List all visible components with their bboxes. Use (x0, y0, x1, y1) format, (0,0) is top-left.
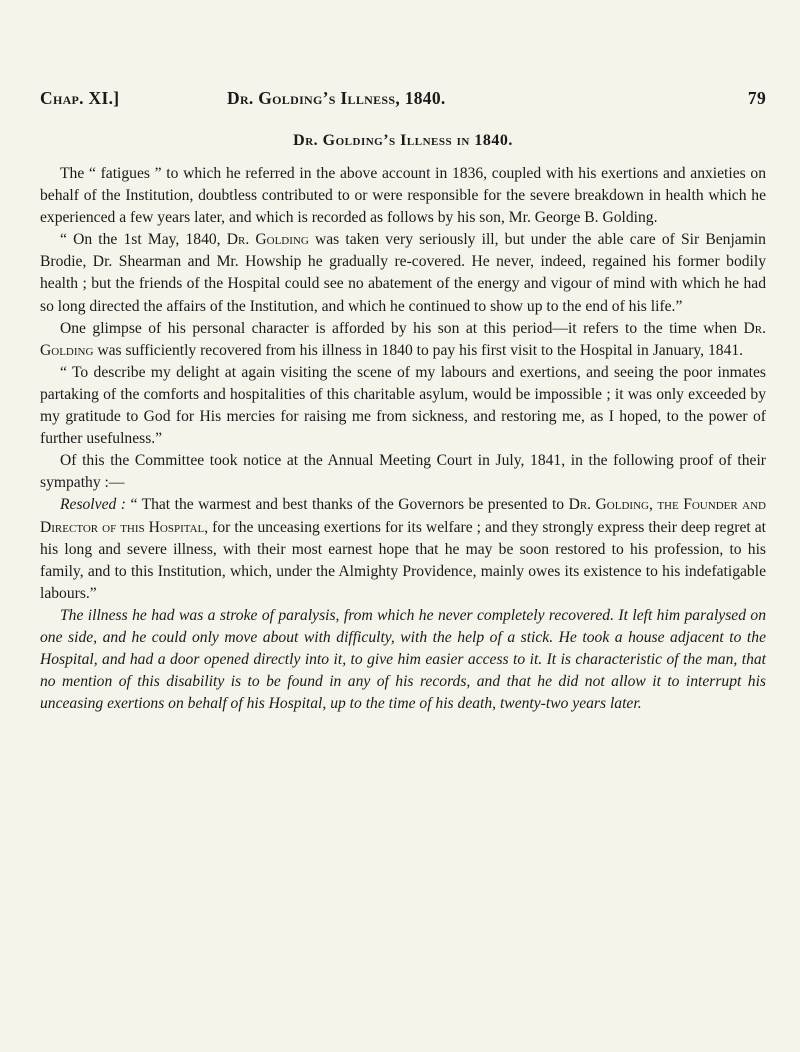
section-title: Dr. Golding’s Illness in 1840. (293, 132, 513, 149)
paragraph-2 (40, 229, 766, 317)
paragraph-7: The illness he had was a stroke of paralysis, from which he never completely recovered. It left him paralysed on one side, and he could only move about with difficulty, with the help of a stick. He took a house adjacent to the Hospital, and had a door opened directly into it, to give him easier access to it. It is characteristic of the man, that no mention of this disability is to be found in any of his records, and that he did not allow it to interrupt his unceasing exertions on behalf of his Hospital, up to the time of his death, twenty-two years later. (40, 606, 766, 713)
paragraph-3-name: Dr. Golding (40, 319, 766, 359)
chapter-label: Chap. XI.] (40, 88, 120, 108)
paragraph-6-text-b: for the unceasing exertions for its welfare ; and they strongly express their deep regret at his long and severe illness, with their most earnest hope that he may be soon restored to his profession, to his family, and to this Institution, which, under the Almighty Providence, mainly owes its existence to his indefatigable labours.” (40, 518, 766, 602)
running-title: Dr. Golding’s Illness, 1840. (227, 88, 446, 108)
body-text (40, 163, 766, 715)
paragraph-2-text-a: “ On the 1st May, 1840, (60, 231, 227, 249)
paragraph-3-text-b: was sufficiently recovered from his illness in 1840 to pay his first visit to the Hospital in January, 1841. (93, 341, 744, 359)
page-number: 79 (747, 88, 766, 108)
resolved-label: Resolved : (60, 496, 126, 514)
paragraph-3 (40, 318, 766, 362)
paragraph-1: The “ fatigues ” to which he referred in the above account in 1836, coupled with his exertions and anxieties on behalf of the Institution, doubtless contributed to or were responsible for the severe breakdown in health which he experienced a few years later, and which is recorded as follows by his son, Mr. George B. Golding. (40, 165, 766, 227)
paragraph-4: “ To describe my delight at again visiting the scene of my labours and exertions, and seeing the poor inmates partaking of the comforts and hospitalities of this charitable asylum, would be impossible ; it was only exceeded by my gratitude to God for His mercies for raising me from sickness, and restoring me, as I hoped, to the power of further usefulness.” (40, 363, 766, 448)
paragraph-6-name: Dr. Golding, the Founder and Director of this Hospital, (40, 496, 767, 536)
paragraph-3-text-a: One glimpse of his personal character is afforded by his son at this period—it refers to the time when (60, 319, 744, 337)
paragraph-6 (40, 494, 766, 604)
paragraph-5: Of this the Committee took notice at the Annual Meeting Court in July, 1841, in the following proof of their sympathy :— (40, 452, 766, 492)
paragraph-6-text-a: “ That the warmest and best thanks of the Governors be presented to (125, 496, 569, 514)
running-head (40, 88, 766, 110)
book-page (40, 0, 766, 1052)
paragraph-2-name: Dr. Golding (226, 231, 309, 249)
paragraph-2-text-b: was taken very seriously ill, but under the able care of Sir Benjamin Brodie, Dr. Shearman and Mr. Howship he gradually re-covered. He never, indeed, regained his former bodily health ; but the friends of the Hospital could see no abatement of the energy and vigour of mind with which he had so long directed the affairs of the Institution, and which he continued to show up to the end of his life.” (40, 231, 766, 315)
